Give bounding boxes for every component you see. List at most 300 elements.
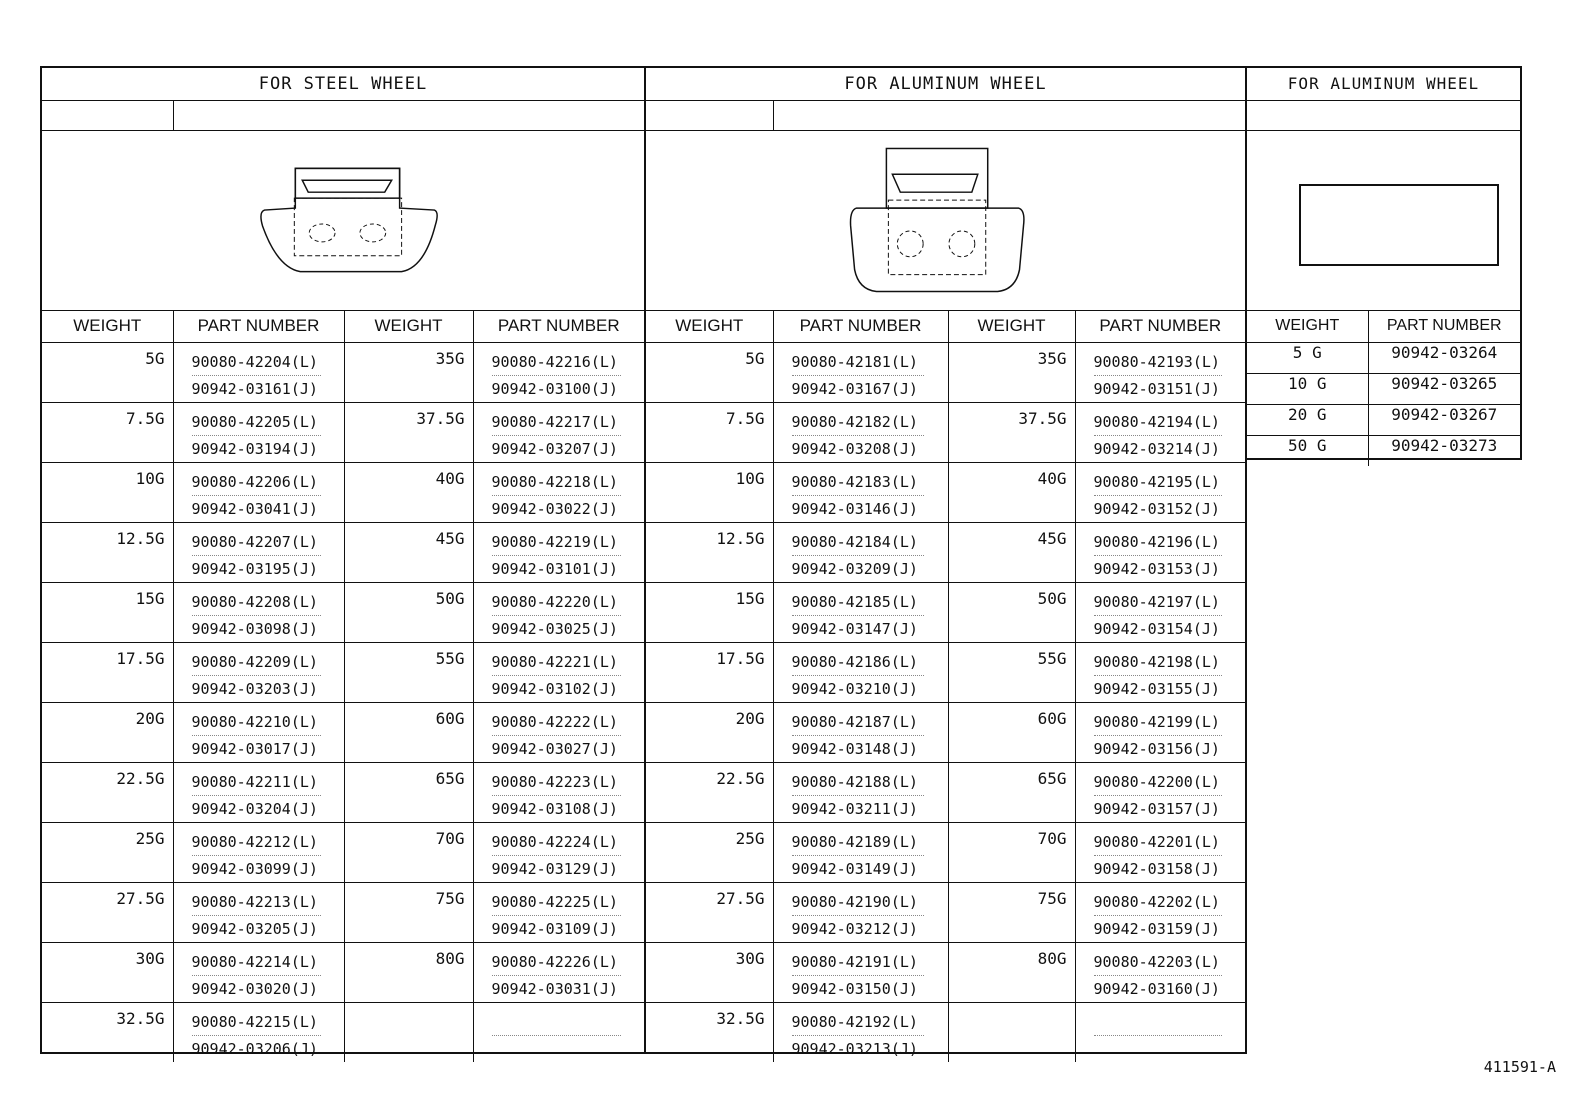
- weight-value: 35G: [435, 349, 465, 368]
- part-number-cell: [1075, 883, 1245, 943]
- weight-value: 30G: [135, 949, 165, 968]
- adhesive-section-title: FOR ALUMINUM WHEEL: [1247, 68, 1520, 101]
- weight-cell: [344, 583, 473, 643]
- weight-cell: [344, 943, 473, 1003]
- part-number-j: 90942-03159(J): [1093, 920, 1220, 938]
- weight-cell: [344, 343, 473, 403]
- part-number-cell: [173, 943, 344, 1003]
- weight-value: 70G: [435, 829, 465, 848]
- table-row: [1247, 405, 1520, 436]
- part-number-j: 90942-03211(J): [791, 800, 918, 818]
- part-number-j: [1094, 1036, 1223, 1062]
- header-part-number: PART NUMBER: [1368, 310, 1520, 343]
- part-number-cell: [473, 703, 644, 763]
- part-number-l: 90080-42221(L): [492, 649, 622, 676]
- part-number-cell: [773, 943, 948, 1003]
- part-number-cell: [773, 583, 948, 643]
- adhesive-parts-table: [1247, 310, 1520, 466]
- part-number-l: 90080-42185(L): [792, 589, 925, 616]
- weight-cell: [948, 583, 1075, 643]
- steel-table-body: [42, 343, 644, 1063]
- part-number-j: 90942-03150(J): [791, 980, 918, 998]
- weight-value: 32.5G: [716, 1009, 765, 1028]
- table-row: [42, 523, 644, 583]
- table-row: [646, 883, 1245, 943]
- weight-value: 55G: [1037, 649, 1067, 668]
- part-number-cell: [173, 583, 344, 643]
- weight-value: 37.5G: [1018, 409, 1067, 428]
- weight-value: 12.5G: [716, 529, 765, 548]
- part-number-j: 90942-03204(J): [191, 800, 318, 818]
- weight-value: 5G: [145, 349, 165, 368]
- part-number-l: 90080-42224(L): [492, 829, 622, 856]
- part-number-l: 90080-42222(L): [492, 709, 622, 736]
- weight-cell: [646, 823, 773, 883]
- part-number-j: 90942-03157(J): [1093, 800, 1220, 818]
- part-number-j: 90942-03155(J): [1093, 680, 1220, 698]
- part-number-cell: 90942-03265: [1368, 374, 1520, 405]
- part-number-l: 90080-42195(L): [1094, 469, 1223, 496]
- part-number-cell: [773, 763, 948, 823]
- table-row: [42, 763, 644, 823]
- part-number-l: 90080-42183(L): [792, 469, 925, 496]
- part-number-j: 90942-03102(J): [491, 680, 618, 698]
- weight-value: 25G: [135, 829, 165, 848]
- weight-value: 25G: [735, 829, 765, 848]
- part-number-j: 90942-03156(J): [1093, 740, 1220, 758]
- weight-cell: 10 G: [1247, 374, 1368, 405]
- part-number-j: 90942-03209(J): [791, 560, 918, 578]
- part-number-j: 90942-03195(J): [191, 560, 318, 578]
- part-number-l: 90080-42190(L): [792, 889, 925, 916]
- part-number-cell: 90942-03267: [1368, 405, 1520, 436]
- part-number-l: 90080-42194(L): [1094, 409, 1223, 436]
- part-number-cell: [1075, 403, 1245, 463]
- part-number-l: 90080-42184(L): [792, 529, 925, 556]
- weight-value: 22.5G: [116, 769, 165, 788]
- weight-value: 27.5G: [716, 889, 765, 908]
- table-row: [646, 403, 1245, 463]
- aluminum-adhesive-section: [1245, 66, 1522, 460]
- part-number-l: 90080-42186(L): [792, 649, 925, 676]
- clip-on-weight-drawing: [42, 130, 644, 310]
- part-number-l: 90080-42203(L): [1094, 949, 1223, 976]
- part-number-l: 90080-42223(L): [492, 769, 622, 796]
- weight-value: 10G: [135, 469, 165, 488]
- weight-cell: [948, 883, 1075, 943]
- weight-value: 50G: [435, 589, 465, 608]
- steel-subheader: [42, 100, 644, 131]
- weight-cell: [42, 583, 173, 643]
- part-number-cell: [1075, 823, 1245, 883]
- table-row: [42, 463, 644, 523]
- weight-value: 80G: [435, 949, 465, 968]
- part-number-j: 90942-03212(J): [791, 920, 918, 938]
- table-row: [42, 823, 644, 883]
- part-number-l: 90080-42212(L): [192, 829, 321, 856]
- weight-cell: [646, 703, 773, 763]
- weight-value: 45G: [435, 529, 465, 548]
- weight-value: 40G: [435, 469, 465, 488]
- part-number-j: 90942-03020(J): [191, 980, 318, 998]
- part-number-l: 90080-42202(L): [1094, 889, 1223, 916]
- part-number-l: 90080-42182(L): [792, 409, 925, 436]
- part-number-cell: 90942-03264: [1368, 343, 1520, 374]
- table-row: [42, 1003, 644, 1063]
- part-number-l: 90080-42206(L): [192, 469, 321, 496]
- steel-section-title: FOR STEEL WHEEL: [42, 68, 644, 101]
- weight-cell: [948, 463, 1075, 523]
- part-number-l: 90080-42196(L): [1094, 529, 1223, 556]
- weight-cell: [948, 1003, 1075, 1063]
- part-number-cell: [473, 523, 644, 583]
- part-number-j: 90942-03161(J): [191, 380, 318, 398]
- part-number-l: 90080-42210(L): [192, 709, 321, 736]
- weight-cell: [42, 1003, 173, 1063]
- part-number-l: 90080-42199(L): [1094, 709, 1223, 736]
- weight-cell: [42, 343, 173, 403]
- weight-value: 10G: [735, 469, 765, 488]
- weight-value: 32.5G: [116, 1009, 165, 1028]
- weight-value: 30G: [735, 949, 765, 968]
- part-number-l: 90080-42219(L): [492, 529, 622, 556]
- weight-cell: [646, 523, 773, 583]
- part-number-cell: [173, 823, 344, 883]
- part-number-j: 90942-03100(J): [491, 380, 618, 398]
- weight-cell: [344, 1003, 473, 1063]
- part-number-cell: 90942-03273: [1391, 436, 1498, 455]
- part-number-j: 90942-03213(J): [791, 1040, 918, 1058]
- part-number-j: 90942-03099(J): [191, 860, 318, 878]
- table-row: [646, 1003, 1245, 1063]
- part-number-l: 90080-42197(L): [1094, 589, 1223, 616]
- part-number-l: 90080-42198(L): [1094, 649, 1223, 676]
- part-number-cell: [173, 463, 344, 523]
- weight-value: 7.5G: [125, 409, 165, 428]
- weight-cell: [646, 343, 773, 403]
- weight-value: 35G: [1037, 349, 1067, 368]
- part-number-l: 90080-42213(L): [192, 889, 321, 916]
- drawing-code: 411591-A: [1483, 1058, 1556, 1076]
- adhesive-subheader: [1247, 100, 1520, 131]
- part-number-j: 90942-03214(J): [1093, 440, 1220, 458]
- part-number-cell: [773, 523, 948, 583]
- adhesive-weight-illustration: [1247, 130, 1520, 311]
- weight-value: 70G: [1037, 829, 1067, 848]
- part-number-cell: [473, 943, 644, 1003]
- steel-wheel-section: [40, 66, 646, 1058]
- part-number-cell: [473, 403, 644, 463]
- weight-cell: [646, 643, 773, 703]
- part-number-l: 90080-42205(L): [192, 409, 321, 436]
- table-row: [646, 343, 1245, 403]
- weight-value: 65G: [435, 769, 465, 788]
- part-number-j: 90942-03147(J): [791, 620, 918, 638]
- weight-value: 20G: [135, 709, 165, 728]
- part-number-cell: [773, 1003, 948, 1063]
- weight-cell: [948, 943, 1075, 1003]
- part-number-cell: [773, 883, 948, 943]
- weight-value: 20G: [735, 709, 765, 728]
- header-weight: WEIGHT: [42, 310, 173, 343]
- part-number-cell: [1075, 943, 1245, 1003]
- table-row: [42, 403, 644, 463]
- weight-value: 37.5G: [416, 409, 465, 428]
- header-weight: WEIGHT: [646, 310, 773, 343]
- weight-value: 45G: [1037, 529, 1067, 548]
- aluminum-wheel-section: [644, 66, 1247, 1058]
- part-number-j: 90942-03025(J): [491, 620, 618, 638]
- part-number-cell: [1075, 763, 1245, 823]
- weight-cell: 50 G: [1247, 436, 1368, 467]
- part-number-j: 90942-03167(J): [791, 380, 918, 398]
- part-number-j: 90942-03203(J): [191, 680, 318, 698]
- part-number-l: 90080-42189(L): [792, 829, 925, 856]
- weight-cell: [948, 343, 1075, 403]
- part-number-j: 90942-03208(J): [791, 440, 918, 458]
- part-number-cell: [1075, 583, 1245, 643]
- part-number-j: 90942-03151(J): [1093, 380, 1220, 398]
- header-weight: WEIGHT: [948, 310, 1075, 343]
- aluminum-subheader: [646, 100, 1245, 131]
- weight-cell: [42, 763, 173, 823]
- part-number-j: 90942-03206(J): [191, 1040, 318, 1058]
- part-number-cell: [473, 1003, 644, 1063]
- weight-cell: [42, 823, 173, 883]
- part-number-j: 90942-03160(J): [1093, 980, 1220, 998]
- table-row: [42, 703, 644, 763]
- weight-cell: [344, 763, 473, 823]
- weight-cell: [42, 703, 173, 763]
- part-number-l: 90080-42218(L): [492, 469, 622, 496]
- part-number-cell: [473, 763, 644, 823]
- part-number-j: 90942-03101(J): [491, 560, 618, 578]
- weight-cell: [646, 943, 773, 1003]
- weight-cell: 5 G: [1247, 343, 1368, 374]
- weight-cell: [344, 703, 473, 763]
- part-number-cell: [173, 343, 344, 403]
- part-number-l: 90080-42209(L): [192, 649, 321, 676]
- weight-value: 40G: [1037, 469, 1067, 488]
- weight-cell: [344, 643, 473, 703]
- part-number-l: 90080-42225(L): [492, 889, 622, 916]
- part-number-cell: [473, 643, 644, 703]
- weight-cell: [646, 583, 773, 643]
- weight-cell: [42, 463, 173, 523]
- weight-cell: [42, 643, 173, 703]
- weight-cell: [948, 703, 1075, 763]
- part-number-j: 90942-03098(J): [191, 620, 318, 638]
- weight-cell: [344, 523, 473, 583]
- part-number-j: 90942-03210(J): [791, 680, 918, 698]
- header-weight: WEIGHT: [344, 310, 473, 343]
- part-number-cell: [773, 643, 948, 703]
- steel-weight-illustration: [42, 130, 644, 311]
- part-number-j: 90942-03207(J): [491, 440, 618, 458]
- weight-value: 60G: [435, 709, 465, 728]
- header-part-number: PART NUMBER: [773, 310, 948, 343]
- weight-value: 12.5G: [116, 529, 165, 548]
- clip-on-weight-drawing: [646, 130, 1245, 310]
- part-number-j: 90942-03152(J): [1093, 500, 1220, 518]
- part-number-cell: [473, 823, 644, 883]
- table-row: [646, 703, 1245, 763]
- part-number-j: 90942-03027(J): [491, 740, 618, 758]
- part-number-l: [1094, 1009, 1223, 1036]
- adhesive-table-body: [1247, 343, 1520, 467]
- table-row: [1247, 436, 1520, 467]
- part-number-cell: [773, 463, 948, 523]
- part-number-cell: [473, 583, 644, 643]
- weight-cell: [42, 943, 173, 1003]
- weight-cell: [646, 1003, 773, 1063]
- part-number-l: 90080-42204(L): [192, 349, 321, 376]
- part-number-l: 90080-42201(L): [1094, 829, 1223, 856]
- part-number-cell: [173, 403, 344, 463]
- part-number-cell: [1075, 343, 1245, 403]
- part-number-j: 90942-03194(J): [191, 440, 318, 458]
- part-number-j: [492, 1036, 622, 1062]
- weight-cell: 20 G: [1247, 405, 1368, 436]
- weight-cell: [344, 463, 473, 523]
- part-number-j: 90942-03129(J): [491, 860, 618, 878]
- part-number-j: 90942-03205(J): [191, 920, 318, 938]
- aluminum-weight-illustration: [646, 130, 1245, 311]
- aluminum-parts-table: [646, 310, 1245, 1062]
- weight-cell: [646, 463, 773, 523]
- weight-value: 65G: [1037, 769, 1067, 788]
- part-number-l: 90080-42220(L): [492, 589, 622, 616]
- part-number-cell: [773, 703, 948, 763]
- part-number-l: 90080-42226(L): [492, 949, 622, 976]
- weight-value: 7.5G: [725, 409, 765, 428]
- part-number-l: 90080-42187(L): [792, 709, 925, 736]
- part-number-l: [492, 1009, 622, 1036]
- weight-cell: [646, 763, 773, 823]
- weight-cell: [948, 823, 1075, 883]
- part-number-j: 90942-03108(J): [491, 800, 618, 818]
- table-row: [42, 943, 644, 1003]
- part-number-cell: [173, 763, 344, 823]
- table-row: [646, 643, 1245, 703]
- weight-cell: [42, 523, 173, 583]
- table-row: [42, 643, 644, 703]
- table-row: [1247, 343, 1520, 374]
- part-number-l: 90080-42208(L): [192, 589, 321, 616]
- weight-value: 55G: [435, 649, 465, 668]
- part-number-l: 90080-42217(L): [492, 409, 622, 436]
- part-number-cell: [1075, 463, 1245, 523]
- weight-value: 5G: [745, 349, 765, 368]
- part-number-cell: [173, 883, 344, 943]
- header-part-number: PART NUMBER: [473, 310, 644, 343]
- weight-cell: [948, 643, 1075, 703]
- part-number-cell: [473, 343, 644, 403]
- part-number-cell: [773, 823, 948, 883]
- part-number-l: 90080-42215(L): [192, 1009, 321, 1036]
- part-number-j: 90942-03022(J): [491, 500, 618, 518]
- part-number-cell: [1075, 523, 1245, 583]
- header-part-number: PART NUMBER: [173, 310, 344, 343]
- part-number-l: 90080-42207(L): [192, 529, 321, 556]
- header-part-number: PART NUMBER: [1075, 310, 1245, 343]
- part-number-l: 90080-42191(L): [792, 949, 925, 976]
- weight-cell: [948, 523, 1075, 583]
- weight-cell: [344, 403, 473, 463]
- weight-cell: [344, 883, 473, 943]
- weight-value: 22.5G: [716, 769, 765, 788]
- part-number-j: 90942-03148(J): [791, 740, 918, 758]
- part-number-j: 90942-03146(J): [791, 500, 918, 518]
- part-number-j: 90942-03153(J): [1093, 560, 1220, 578]
- part-number-cell: [173, 643, 344, 703]
- part-number-j: 90942-03109(J): [491, 920, 618, 938]
- part-number-j: 90942-03158(J): [1093, 860, 1220, 878]
- adhesive-weight-drawing: [1247, 130, 1520, 310]
- part-number-j: 90942-03041(J): [191, 500, 318, 518]
- part-number-cell: [173, 523, 344, 583]
- weight-value: 15G: [135, 589, 165, 608]
- header-weight: WEIGHT: [1247, 310, 1368, 343]
- weight-value: 27.5G: [116, 889, 165, 908]
- weight-cell: [948, 763, 1075, 823]
- weight-value: 75G: [435, 889, 465, 908]
- table-row: [646, 523, 1245, 583]
- table-row: [646, 823, 1245, 883]
- aluminum-section-title: FOR ALUMINUM WHEEL: [646, 68, 1245, 101]
- part-number-j: 90942-03149(J): [791, 860, 918, 878]
- part-number-j: 90942-03154(J): [1093, 620, 1220, 638]
- weight-cell: [42, 403, 173, 463]
- weight-cell: [646, 403, 773, 463]
- part-number-l: 90080-42181(L): [792, 349, 925, 376]
- part-number-cell: [1075, 1003, 1245, 1063]
- table-row: [42, 883, 644, 943]
- weight-value: 17.5G: [716, 649, 765, 668]
- part-number-cell: [473, 883, 644, 943]
- table-row: [42, 343, 644, 403]
- weight-value: 75G: [1037, 889, 1067, 908]
- part-number-cell: [773, 403, 948, 463]
- part-number-l: 90080-42200(L): [1094, 769, 1223, 796]
- part-number-cell: [173, 703, 344, 763]
- weight-value: 15G: [735, 589, 765, 608]
- part-number-cell: [1075, 643, 1245, 703]
- weight-value: 60G: [1037, 709, 1067, 728]
- part-number-l: 90080-42214(L): [192, 949, 321, 976]
- weight-value: 80G: [1037, 949, 1067, 968]
- part-number-j: 90942-03017(J): [191, 740, 318, 758]
- part-number-l: 90080-42193(L): [1094, 349, 1223, 376]
- part-number-cell: [1075, 703, 1245, 763]
- table-row: [1247, 374, 1520, 405]
- table-row: [646, 463, 1245, 523]
- part-number-cell: [773, 343, 948, 403]
- weight-cell: [344, 823, 473, 883]
- weight-cell: [646, 883, 773, 943]
- part-number-l: 90080-42216(L): [492, 349, 622, 376]
- table-row: [646, 943, 1245, 1003]
- weight-value: 17.5G: [116, 649, 165, 668]
- part-number-cell: [473, 463, 644, 523]
- table-row: [42, 583, 644, 643]
- part-number-cell: [173, 1003, 344, 1063]
- part-number-l: 90080-42211(L): [192, 769, 321, 796]
- weight-cell: [948, 403, 1075, 463]
- part-number-j: 90942-03031(J): [491, 980, 618, 998]
- table-row: [646, 583, 1245, 643]
- aluminum-table-body: [646, 343, 1245, 1063]
